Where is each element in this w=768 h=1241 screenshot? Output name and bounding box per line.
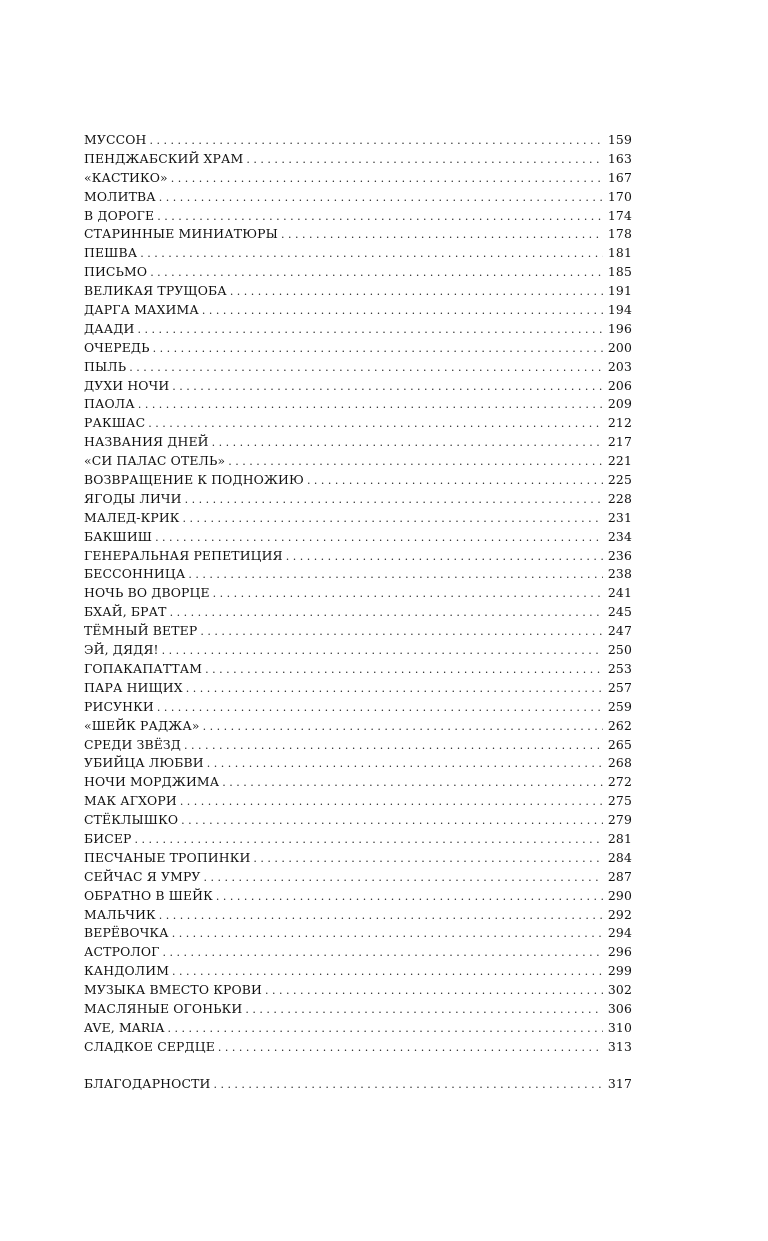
toc-entry-page-number: 302 [607, 982, 632, 998]
toc-entry-title: ГЕНЕРАЛЬНАЯ РЕПЕТИЦИЯ [84, 547, 283, 563]
toc-entry [84, 244, 632, 263]
dot-leader [183, 510, 603, 529]
toc-entry [84, 131, 632, 150]
toc-entry-page-number: 203 [607, 358, 632, 374]
dot-leader [159, 907, 603, 926]
toc-entry [84, 962, 632, 981]
dot-leader [155, 529, 603, 548]
toc-entry-title: ПЕСЧАНЫЕ ТРОПИНКИ [84, 849, 251, 865]
toc-entry-title: «СИ ПАЛАС ОТЕЛЬ» [84, 453, 226, 469]
toc-entry-title: РИСУНКИ [84, 698, 154, 714]
dot-leader [172, 963, 603, 982]
toc-entry-title: НАЗВАНИЯ ДНЕЙ [84, 434, 209, 450]
toc-entry [84, 547, 632, 566]
toc-entry-page-number: 294 [607, 925, 632, 941]
toc-entry [84, 868, 632, 887]
toc-entry-title: МАЛЬЧИК [84, 906, 156, 922]
dot-leader [216, 888, 603, 907]
toc-entry-title: ЭЙ, ДЯДЯ! [84, 642, 159, 658]
dot-leader [230, 283, 603, 302]
toc-entry [84, 830, 632, 849]
toc-entry-page-number: 272 [607, 774, 632, 790]
dot-leader [213, 1076, 602, 1095]
toc-entry-page-number: 231 [607, 509, 632, 525]
dot-leader [212, 434, 603, 453]
dot-leader [184, 737, 603, 756]
toc-entry-title: ПАОЛА [84, 396, 135, 412]
dot-leader [218, 1039, 603, 1058]
toc-entry [84, 150, 632, 169]
toc-entry-page-number: 247 [607, 623, 632, 639]
toc-entry [84, 981, 632, 1000]
dot-leader [186, 680, 603, 699]
toc-entry-title: НОЧИ МОРДЖИМА [84, 774, 220, 790]
dot-leader [281, 226, 603, 245]
toc-entry-title: В ДОРОГЕ [84, 207, 155, 223]
dot-leader [172, 925, 603, 944]
toc-entry [84, 698, 632, 717]
section-gap [84, 1057, 632, 1075]
toc-entry-page-number: 262 [607, 717, 632, 733]
toc-entry-page-number: 191 [607, 283, 632, 299]
dot-leader [181, 812, 603, 831]
toc-entry-title: БЕССОННИЦА [84, 566, 186, 582]
dot-leader [162, 642, 603, 661]
toc-entry-page-number: 287 [607, 868, 632, 884]
toc-entry-title: КАНДОЛИМ [84, 963, 170, 979]
toc-entry-title: ПЕШВА [84, 245, 138, 261]
toc-entry-title: ДАРГА МАХИМА [84, 302, 199, 318]
toc-entry [84, 906, 632, 925]
dot-leader [163, 944, 603, 963]
toc-entry-title: ВЕРЁВОЧКА [84, 925, 169, 941]
toc-entry-page-number: 174 [607, 207, 632, 223]
toc-entry [84, 395, 632, 414]
toc-entry-title: МАЛЕД-КРИК [84, 509, 180, 525]
toc-entry [84, 358, 632, 377]
toc-entry-page-number: 259 [607, 698, 632, 714]
dot-leader [159, 189, 603, 208]
toc-entry-page-number: 221 [607, 453, 632, 469]
toc-entry-page-number: 253 [607, 660, 632, 676]
toc-entry-page-number: 313 [607, 1038, 632, 1054]
toc-entry-title: ТЁМНЫЙ ВЕТЕР [84, 623, 198, 639]
dot-leader [170, 604, 603, 623]
toc-entry-page-number: 281 [607, 830, 632, 846]
toc-entry-title: СЕЙЧАС Я УМРУ [84, 868, 201, 884]
toc-entry-page-number: 178 [607, 226, 632, 242]
toc-entry [84, 754, 632, 773]
toc-entry-page-number: 206 [607, 377, 632, 393]
toc-entry-page-number: 279 [607, 812, 632, 828]
toc-entry [84, 943, 632, 962]
toc-entry-title: СТАРИННЫЕ МИНИАТЮРЫ [84, 226, 278, 242]
toc-entry-title: ОЧЕРЕДЬ [84, 339, 150, 355]
toc-entry-title: МАК АГХОРИ [84, 793, 177, 809]
toc-entry [84, 679, 632, 698]
dot-leader [245, 1001, 603, 1020]
toc-entry [84, 660, 632, 679]
toc-entry-page-number: 317 [607, 1075, 632, 1091]
toc-entry-page-number: 245 [607, 604, 632, 620]
dot-leader [286, 548, 603, 567]
toc-entry-title: ПАРА НИЩИХ [84, 679, 183, 695]
toc-entry [84, 811, 632, 830]
toc-entry-page-number: 292 [607, 906, 632, 922]
toc-entry-title: НОЧЬ ВО ДВОРЦЕ [84, 585, 210, 601]
toc-entry [84, 641, 632, 660]
toc-entry [84, 603, 632, 622]
toc-entry [84, 565, 632, 584]
toc-entry [84, 188, 632, 207]
table-of-contents [84, 131, 632, 1094]
toc-entry-title: ДААДИ [84, 320, 135, 336]
toc-entry-page-number: 238 [607, 566, 632, 582]
toc-entry-page-number: 234 [607, 528, 632, 544]
toc-entry [84, 849, 632, 868]
dot-leader [188, 566, 603, 585]
toc-entry-page-number: 194 [607, 302, 632, 318]
toc-entry-page-number: 257 [607, 679, 632, 695]
toc-entry-title: СТЁКЛЫШКО [84, 812, 179, 828]
toc-entry-title: ОБРАТНО В ШЕЙК [84, 887, 213, 903]
toc-entry [84, 773, 632, 792]
toc-entry-title: «ШЕЙК РАДЖА» [84, 717, 200, 733]
dot-leader [202, 302, 603, 321]
dot-leader [140, 245, 603, 264]
toc-entry-title: ГОПАКАПАТТАМ [84, 660, 203, 676]
dot-leader [207, 755, 603, 774]
toc-entry-title: «КАСТИКО» [84, 169, 168, 185]
toc-entry-page-number: 209 [607, 396, 632, 412]
toc-entry [84, 282, 632, 301]
toc-entry [84, 320, 632, 339]
dot-leader [185, 491, 603, 510]
toc-entry-title: АСТРОЛОГ [84, 944, 160, 960]
dot-leader [168, 1020, 603, 1039]
toc-entry-title: ПИСЬМО [84, 264, 148, 280]
dot-leader [222, 774, 603, 793]
dot-leader [205, 661, 603, 680]
toc-entry-page-number: 159 [607, 132, 632, 147]
toc-entry-title: AVE, MARIA [84, 1019, 165, 1035]
toc-entry [84, 263, 632, 282]
toc-entry-page-number: 217 [607, 434, 632, 450]
toc-entry [84, 301, 632, 320]
dot-leader [137, 321, 602, 340]
dot-leader [172, 378, 603, 397]
dot-leader [204, 869, 603, 888]
toc-entry-page-number: 196 [607, 320, 632, 336]
toc-entry-page-number: 170 [607, 188, 632, 204]
dot-leader [203, 718, 603, 737]
toc-entry-page-number: 284 [607, 849, 632, 865]
toc-entry-page-number: 268 [607, 755, 632, 771]
toc-entry [84, 471, 632, 490]
toc-entry [84, 792, 632, 811]
toc-entry-page-number: 290 [607, 887, 632, 903]
toc-entry-page-number: 181 [607, 245, 632, 261]
toc-entry-title: ВОЗВРАЩЕНИЕ К ПОДНОЖИЮ [84, 472, 304, 488]
dot-leader [129, 359, 603, 378]
toc-entry-title: МАСЛЯНЫЕ ОГОНЬКИ [84, 1000, 243, 1016]
toc-entry-title: МУССОН [84, 132, 147, 147]
dot-leader [200, 623, 603, 642]
dot-leader [180, 793, 603, 812]
toc-entry-title: СЛАДКОЕ СЕРДЦЕ [84, 1038, 215, 1054]
toc-entry [84, 433, 632, 452]
dot-leader [213, 585, 603, 604]
dot-leader [246, 151, 603, 170]
toc-entry-title: УБИЙЦА ЛЮБВИ [84, 755, 204, 771]
toc-entry [84, 377, 632, 396]
toc-entry [84, 225, 632, 244]
toc-entry-page-number: 299 [607, 963, 632, 979]
toc-entry [84, 414, 632, 433]
toc-entry-title: ПЕНДЖАБСКИЙ ХРАМ [84, 150, 244, 166]
toc-entry [84, 528, 632, 547]
toc-entry-page-number: 296 [607, 944, 632, 960]
toc-entry-title: РАКШАС [84, 415, 146, 431]
toc-entry [84, 1019, 632, 1038]
toc-entry-page-number: 241 [607, 585, 632, 601]
dot-leader [265, 982, 603, 1001]
toc-entry-title: ДУХИ НОЧИ [84, 377, 170, 393]
toc-entry-page-number: 310 [607, 1019, 632, 1035]
dot-leader [157, 208, 603, 227]
toc-entry-title: ВЕЛИКАЯ ТРУЩОБА [84, 283, 227, 299]
toc-entry [84, 207, 632, 226]
toc-entry-page-number: 163 [607, 150, 632, 166]
toc-entry [84, 887, 632, 906]
toc-entry-title: БАКШИШ [84, 528, 153, 544]
toc-entry-acknowledgements [84, 1075, 632, 1094]
toc-entry-title: ПЫЛЬ [84, 358, 127, 374]
toc-entry-page-number: 275 [607, 793, 632, 809]
toc-entry-page-number: 265 [607, 736, 632, 752]
toc-entry-title: БХАЙ, БРАТ [84, 604, 167, 620]
toc-entry-page-number: 200 [607, 339, 632, 355]
toc-entry [84, 717, 632, 736]
chapter-list [84, 131, 632, 1057]
toc-entry [84, 490, 632, 509]
dot-leader [150, 264, 603, 283]
toc-entry-title: ЯГОДЫ ЛИЧИ [84, 490, 182, 506]
toc-entry-page-number: 228 [607, 490, 632, 506]
toc-entry-page-number: 306 [607, 1000, 632, 1016]
dot-leader [149, 132, 602, 151]
dot-leader [171, 170, 603, 189]
toc-entry-page-number: 236 [607, 547, 632, 563]
dot-leader [253, 850, 602, 869]
toc-entry [84, 622, 632, 641]
dot-leader [135, 831, 603, 850]
toc-entry-page-number: 185 [607, 264, 632, 280]
toc-entry-page-number: 212 [607, 415, 632, 431]
dot-leader [228, 453, 603, 472]
dot-leader [307, 472, 603, 491]
toc-entry-page-number: 167 [607, 169, 632, 185]
toc-entry [84, 1000, 632, 1019]
toc-entry [84, 1038, 632, 1057]
toc-entry [84, 509, 632, 528]
toc-entry-title: СРЕДИ ЗВЁЗД [84, 736, 181, 752]
toc-entry-title: БЛАГОДАРНОСТИ [84, 1075, 211, 1091]
toc-entry-title: МОЛИТВА [84, 188, 156, 204]
toc-entry [84, 736, 632, 755]
toc-entry-page-number: 250 [607, 642, 632, 658]
toc-entry [84, 169, 632, 188]
dot-leader [153, 340, 603, 359]
toc-entry [84, 452, 632, 471]
toc-entry-title: БИСЕР [84, 830, 132, 846]
toc-entry [84, 924, 632, 943]
toc-entry [84, 584, 632, 603]
toc-entry-title: МУЗЫКА ВМЕСТО КРОВИ [84, 982, 262, 998]
dot-leader [157, 699, 603, 718]
dot-leader [138, 396, 603, 415]
dot-leader [148, 415, 603, 434]
toc-entry-page-number: 225 [607, 472, 632, 488]
toc-entry [84, 339, 632, 358]
